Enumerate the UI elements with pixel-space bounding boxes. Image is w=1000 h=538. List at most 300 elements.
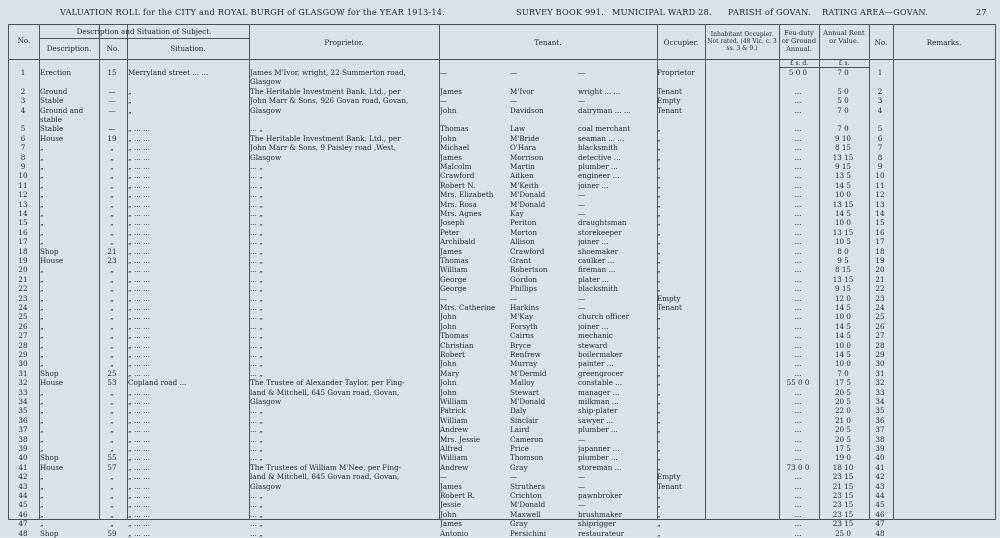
table-row (0, 143, 1000, 152)
cell-no: 39 (18, 444, 28, 453)
cell-description: „ (40, 434, 44, 444)
cell-rent: 14 5 (834, 209, 851, 218)
cell-no: 3 (20, 96, 26, 106)
cell-no-right: 18 (875, 246, 885, 256)
cell-no: 16 (18, 227, 28, 237)
cell-no: 10 (18, 171, 28, 181)
cell-rent: 10 5 (834, 237, 851, 247)
cell-proprietor: James M'Ivor, wright, 22 Summerton road, (250, 68, 406, 77)
cell-no-right: 36 (875, 415, 885, 425)
col-description: Description. (46, 44, 92, 53)
cell-no: 33 (18, 387, 28, 397)
cell-description: „ (40, 321, 44, 331)
cell-number: „ (110, 491, 114, 500)
cell-tenant-occupation: — (578, 190, 586, 200)
cell-proprietor: Glasgow (250, 77, 282, 87)
table-row (0, 463, 1000, 472)
cell-feu-duty: ... (794, 472, 802, 482)
table-row (0, 406, 1000, 415)
cell-feu-duty: ... (794, 321, 802, 331)
cell-number: „ (110, 350, 114, 359)
cell-tenant-first: Robert N. (440, 180, 476, 190)
cell-number: „ (110, 237, 114, 247)
cell-no-right: 12 (875, 190, 885, 200)
cell-description: „ (40, 209, 44, 218)
cell-occupier: Empty (657, 293, 681, 303)
cell-occupier: „ (657, 368, 661, 378)
cell-tenant-occupation: — (578, 481, 586, 491)
cell-tenant-occupation: pawnbroker (578, 491, 623, 500)
cell-description: Erection (40, 68, 72, 77)
cell-no-right: 13 (875, 199, 885, 209)
table-row (0, 416, 1000, 425)
cell-rent: 5 0 (837, 96, 849, 106)
cell-proprietor: ... „ (250, 218, 263, 228)
cell-situation: „ ... ... (128, 293, 151, 303)
cell-tenant-last: Struthers (510, 481, 545, 491)
cell-situation: „ ... ... (128, 209, 151, 218)
cell-number: „ (110, 143, 114, 153)
cell-no-right: 15 (875, 218, 885, 228)
cell-no: 5 (20, 124, 26, 134)
cell-no: 12 (18, 190, 28, 200)
municipal-ward: MUNICIPAL WARD 28. (612, 7, 712, 17)
cell-rent: 23 15 (832, 472, 854, 482)
cell-description: „ (40, 284, 44, 294)
table-row (0, 228, 1000, 237)
cell-description: „ (40, 444, 44, 453)
cell-situation: „ ... ... (128, 218, 151, 228)
cell-feu-duty: ... (794, 293, 802, 303)
cell-tenant-first: James (440, 86, 462, 96)
cell-tenant-occupation: blacksmith (578, 143, 618, 153)
cell-occupier: „ (657, 350, 661, 359)
cell-situation: „ ... ... (128, 227, 151, 237)
cell-tenant-last: Periton (510, 218, 537, 228)
cell-no-right: 38 (875, 434, 885, 444)
table-row (0, 77, 1000, 86)
cell-tenant-first: John (440, 359, 457, 369)
cell-rent: 13 15 (832, 199, 854, 209)
cell-no: 1 (20, 68, 26, 77)
cell-situation: „ (128, 105, 132, 115)
cell-no: 41 (18, 462, 28, 472)
cell-number: 15 (107, 68, 117, 77)
col-no: No. (17, 36, 31, 45)
cell-proprietor: land & Mitchell, 645 Govan road, Govan, (250, 472, 400, 482)
cell-situation: „ ... ... (128, 143, 151, 153)
cell-rent: 20 5 (834, 425, 851, 435)
cell-no-right: 14 (875, 209, 885, 218)
cell-proprietor: ... „ (250, 415, 263, 425)
cell-tenant-last: Persichini (510, 528, 547, 538)
cell-tenant-last: Thomson (510, 453, 544, 463)
cell-tenant-occupation: wright ... ... (578, 86, 621, 96)
cell-tenant-first: James (440, 519, 462, 529)
cell-description: „ (40, 227, 44, 237)
cell-tenant-first: Mrs. Catherine (440, 303, 496, 312)
cell-rent: 23 15 (832, 519, 854, 529)
cell-occupier: „ (657, 434, 661, 444)
cell-rent: 14 5 (834, 303, 851, 312)
cell-no-right: 30 (875, 359, 885, 369)
cell-rent: 10 0 (834, 340, 851, 350)
cell-number: „ (110, 265, 114, 275)
cell-situation: „ ... ... (128, 519, 151, 529)
cell-situation: „ ... ... (128, 162, 151, 171)
cell-situation: „ ... ... (128, 481, 151, 491)
cell-tenant-last: Davidson (510, 105, 544, 115)
cell-no-right: 10 (875, 171, 885, 181)
cell-number: „ (110, 500, 114, 510)
cell-rent: 9 5 (837, 256, 849, 265)
cell-no: 8 (20, 152, 26, 162)
cell-proprietor: ... „ (250, 528, 263, 538)
cell-occupier: „ (657, 265, 661, 275)
cell-number: „ (110, 444, 114, 453)
cell-tenant-last: Harkins (510, 303, 539, 312)
cell-rent: 21 15 (832, 481, 854, 491)
cell-situation: „ ... ... (128, 171, 151, 181)
cell-occupier: „ (657, 425, 661, 435)
cell-situation: „ ... ... (128, 434, 151, 444)
cell-tenant-first: Crawford (440, 171, 475, 181)
cell-number: 25 (107, 368, 117, 378)
cell-situation: „ ... ... (128, 509, 151, 519)
cell-description: „ (40, 397, 44, 406)
cell-no: 30 (18, 359, 28, 369)
cell-feu-duty: ... (794, 227, 802, 237)
cell-tenant-occupation: brushmaker (578, 509, 623, 519)
cell-tenant-last: — (510, 472, 518, 482)
cell-situation: „ ... ... (128, 331, 151, 341)
cell-number: „ (110, 406, 114, 416)
cell-tenant-occupation: japanner ... (578, 444, 620, 453)
table-row (0, 369, 1000, 378)
table-row (0, 237, 1000, 246)
cell-no-right: 34 (875, 397, 885, 406)
cell-tenant-occupation: manager ... (578, 387, 620, 397)
cell-number: „ (110, 303, 114, 312)
cell-number: „ (110, 199, 114, 209)
cell-proprietor: ... „ (250, 425, 263, 435)
cell-no-right: 47 (875, 519, 885, 529)
cell-feu-duty: ... (794, 284, 802, 294)
table-row (0, 153, 1000, 162)
table-row (0, 312, 1000, 321)
cell-number: „ (110, 331, 114, 341)
cell-number: „ (110, 415, 114, 425)
cell-no: 11 (18, 180, 28, 190)
cell-tenant-occupation: milkman ... (578, 397, 619, 406)
cell-feu-duty: ... (794, 96, 802, 106)
survey-book: SURVEY BOOK 991. (516, 7, 605, 17)
cell-description: „ (40, 472, 44, 482)
cell-proprietor: ... „ (250, 246, 263, 256)
cell-description: „ (40, 425, 44, 435)
cell-rent: 17 5 (834, 444, 851, 453)
cell-no: 20 (18, 265, 28, 275)
cell-feu-duty: ... (794, 481, 802, 491)
cell-no: 18 (18, 246, 28, 256)
cell-proprietor: ... „ (250, 274, 263, 284)
cell-no: 4 (20, 105, 26, 115)
cell-tenant-last: Laird (510, 425, 530, 435)
cell-no: 48 (18, 528, 28, 538)
parish: PARISH of GOVAN. (728, 7, 811, 17)
cell-tenant-first: Malcolm (440, 162, 472, 171)
cell-proprietor: Glasgow (250, 105, 282, 115)
cell-description: „ (40, 180, 44, 190)
cell-description: „ (40, 265, 44, 275)
cell-no-right: 20 (875, 265, 885, 275)
col-inhabitant: Inhabitant Occupier. Not rated. (48 Vic. c. 3 ss. 3 & 9.) (707, 31, 777, 52)
cell-no-right: 35 (875, 406, 885, 416)
cell-tenant-occupation: seaman ... ... (578, 133, 625, 143)
cell-rent: 20 5 (834, 434, 851, 444)
cell-feu-duty: ... (794, 152, 802, 162)
table-row (0, 331, 1000, 340)
table-row (0, 181, 1000, 190)
cell-no: 17 (18, 237, 28, 247)
table-row (0, 453, 1000, 462)
cell-tenant-first: John (440, 133, 457, 143)
table-row (0, 500, 1000, 509)
cell-number: „ (110, 312, 114, 322)
cell-number: „ (110, 359, 114, 369)
cell-situation: „ ... ... (128, 397, 151, 406)
cell-description: „ (40, 152, 44, 162)
cell-rent: 8 0 (837, 246, 849, 256)
cell-tenant-first: John (440, 105, 457, 115)
cell-feu-duty: ... (794, 425, 802, 435)
cell-situation: „ (128, 86, 132, 96)
cell-no: 23 (18, 293, 28, 303)
cell-occupier: „ (657, 331, 661, 341)
cell-tenant-first: John (440, 321, 457, 331)
cell-no-right: 46 (875, 509, 885, 519)
cell-no-right: 37 (875, 425, 885, 435)
cell-rent: 13 5 (834, 171, 851, 181)
cell-proprietor: ... „ (250, 340, 263, 350)
cell-number: „ (110, 284, 114, 294)
cell-description: Stable (40, 96, 64, 106)
cell-tenant-occupation: mechanic (578, 331, 613, 341)
cell-no: 29 (18, 350, 28, 359)
cell-tenant-first: George (440, 284, 467, 294)
feu-money-header: £ s. d. (789, 60, 809, 67)
cell-no-right: 43 (875, 481, 885, 491)
cell-description: „ (40, 331, 44, 341)
cell-proprietor: ... „ (250, 171, 263, 181)
table-row (0, 124, 1000, 133)
cell-description: „ (40, 406, 44, 416)
cell-tenant-first: John (440, 387, 457, 397)
cell-no-right: 29 (875, 350, 885, 359)
cell-tenant-last: O'Hara (510, 143, 537, 153)
cell-tenant-first: Alfred (440, 444, 463, 453)
cell-tenant-occupation: boilermaker (578, 350, 623, 359)
cell-tenant-occupation: engineer ... (578, 171, 620, 181)
cell-feu-duty: ... (794, 246, 802, 256)
cell-no-right: 45 (875, 500, 885, 510)
cell-tenant-first: John (440, 312, 457, 322)
cell-proprietor: ... „ (250, 256, 263, 265)
cell-feu-duty: ... (794, 528, 802, 538)
cell-tenant-first: William (440, 415, 468, 425)
rating-area: RATING AREA—GOVAN. (822, 7, 929, 17)
cell-no: 37 (18, 425, 28, 435)
cell-situation: „ ... ... (128, 199, 151, 209)
cell-tenant-occupation: ship-plater (578, 406, 618, 416)
cell-tenant-last: M'Keith (510, 180, 539, 190)
cell-tenant-occupation: draughtsman (578, 218, 627, 228)
cell-feu-duty: ... (794, 218, 802, 228)
cell-rent: 13 15 (832, 227, 854, 237)
cell-no: 13 (18, 199, 28, 209)
cell-tenant-last: Phillips (510, 284, 537, 294)
cell-tenant-first: Thomas (440, 124, 469, 134)
cell-number: 55 (107, 453, 117, 463)
cell-occupier: „ (657, 190, 661, 200)
cell-rent: 9 15 (834, 162, 851, 171)
cell-rent: 13 15 (832, 274, 854, 284)
cell-tenant-occupation: plumber ... (578, 162, 618, 171)
cell-description: Ground and (40, 105, 84, 115)
cell-situation: „ ... ... (128, 265, 151, 275)
cell-description: House (40, 378, 64, 388)
table-row (0, 96, 1000, 105)
cell-occupier: „ (657, 227, 661, 237)
cell-occupier: Empty (657, 96, 681, 106)
cell-description: „ (40, 481, 44, 491)
cell-situation: „ ... ... (128, 340, 151, 350)
table-row (0, 294, 1000, 303)
table-row (0, 275, 1000, 284)
cell-tenant-last: Aitken (510, 171, 534, 181)
cell-tenant-occupation: — (578, 472, 586, 482)
cell-rent: 20 5 (834, 397, 851, 406)
cell-rent: 7 0 (837, 124, 849, 134)
cell-proprietor: ... „ (250, 519, 263, 529)
cell-no-right: 41 (875, 462, 885, 472)
cell-description: House (40, 256, 64, 265)
cell-tenant-last: Allison (510, 237, 535, 247)
cell-number: „ (110, 218, 114, 228)
roll-title: VALUATION ROLL for the CITY and ROYAL BURGH of GLASGOW for the YEAR 1913-14. (60, 7, 446, 17)
cell-tenant-occupation: storeman ... (578, 462, 622, 472)
cell-tenant-last: M'Donald (510, 397, 546, 406)
cell-number: — (108, 86, 116, 96)
cell-number: „ (110, 180, 114, 190)
cell-tenant-occupation: blacksmith (578, 284, 618, 294)
cell-proprietor: ... „ (250, 500, 263, 510)
cell-rent: 5 0 (837, 86, 849, 96)
cell-rent: 18 10 (832, 462, 854, 472)
cell-tenant-first: Antonio (440, 528, 469, 538)
cell-occupier: „ (657, 462, 661, 472)
cell-tenant-occupation: church officer (578, 312, 630, 322)
cell-feu-duty: ... (794, 105, 802, 115)
cell-feu-duty: ... (794, 415, 802, 425)
cell-occupier: „ (657, 209, 661, 218)
cell-tenant-occupation: caulker ... (578, 256, 615, 265)
cell-no: 2 (20, 86, 26, 96)
cell-rent: 14 5 (834, 180, 851, 190)
cell-tenant-last: M'Ivor (510, 86, 534, 96)
cell-occupier: „ (657, 321, 661, 331)
cell-tenant-last: M'Dermid (510, 368, 547, 378)
cell-proprietor: ... „ (250, 406, 263, 416)
cell-tenant-last: Crawford (510, 246, 545, 256)
cell-situation: „ ... ... (128, 462, 151, 472)
cell-tenant-occupation: storekeeper (578, 227, 622, 237)
cell-number: 53 (107, 378, 117, 388)
cell-tenant-occupation: coal merchant (578, 124, 631, 134)
cell-tenant-last: Cairns (510, 331, 534, 341)
cell-description: Stable (40, 124, 64, 134)
cell-proprietor: John Marr & Sons, 926 Govan road, Govan, (250, 96, 409, 106)
cell-tenant-first: Christian (440, 340, 474, 350)
table-row (0, 435, 1000, 444)
cell-occupier: Empty (657, 472, 681, 482)
cell-description: „ (40, 340, 44, 350)
cell-feu-duty: ... (794, 397, 802, 406)
cell-tenant-last: Gray (510, 462, 528, 472)
cell-no: 36 (18, 415, 28, 425)
cell-tenant-last: M'Donald (510, 199, 546, 209)
cell-no-right: 23 (875, 293, 885, 303)
cell-rent: 13 15 (832, 152, 854, 162)
cell-tenant-last: Daly (510, 406, 527, 416)
cell-number: „ (110, 227, 114, 237)
cell-no-right: 17 (875, 237, 885, 247)
table-row (0, 134, 1000, 143)
cell-no: 34 (18, 397, 28, 406)
cell-tenant-last: M'Bride (510, 133, 540, 143)
cell-tenant-first: William (440, 453, 468, 463)
cell-no-right: 21 (875, 274, 885, 284)
cell-no: 24 (18, 303, 28, 312)
cell-description: Shop (40, 453, 59, 463)
cell-feu-duty: ... (794, 265, 802, 275)
cell-tenant-occupation: — (578, 500, 586, 510)
table-row (0, 378, 1000, 387)
cell-no: 28 (18, 340, 28, 350)
cell-no: 44 (18, 491, 28, 500)
cell-feu-duty: 5 0 0 (788, 68, 808, 77)
cell-feu-duty: ... (794, 350, 802, 359)
table-row (0, 265, 1000, 274)
cell-situation: „ ... ... (128, 274, 151, 284)
cell-no: 42 (18, 472, 28, 482)
cell-occupier: Tenant (657, 481, 682, 491)
col-desc-group: Description and Situation of Subject. (76, 27, 212, 36)
cell-tenant-last: — (510, 68, 518, 77)
cell-rent: 23 15 (832, 500, 854, 510)
cell-tenant-first: Mary (440, 368, 460, 378)
cell-description: „ (40, 509, 44, 519)
cell-proprietor: ... „ (250, 227, 263, 237)
cell-number: „ (110, 190, 114, 200)
cell-proprietor: ... „ (250, 199, 263, 209)
cell-situation: „ ... ... (128, 124, 151, 134)
cell-no-right: 1 (877, 68, 883, 77)
cell-description: Shop (40, 528, 59, 538)
cell-tenant-first: Robert R. (440, 491, 475, 500)
cell-no-right: 8 (877, 152, 883, 162)
cell-tenant-last: Gray (510, 519, 528, 529)
